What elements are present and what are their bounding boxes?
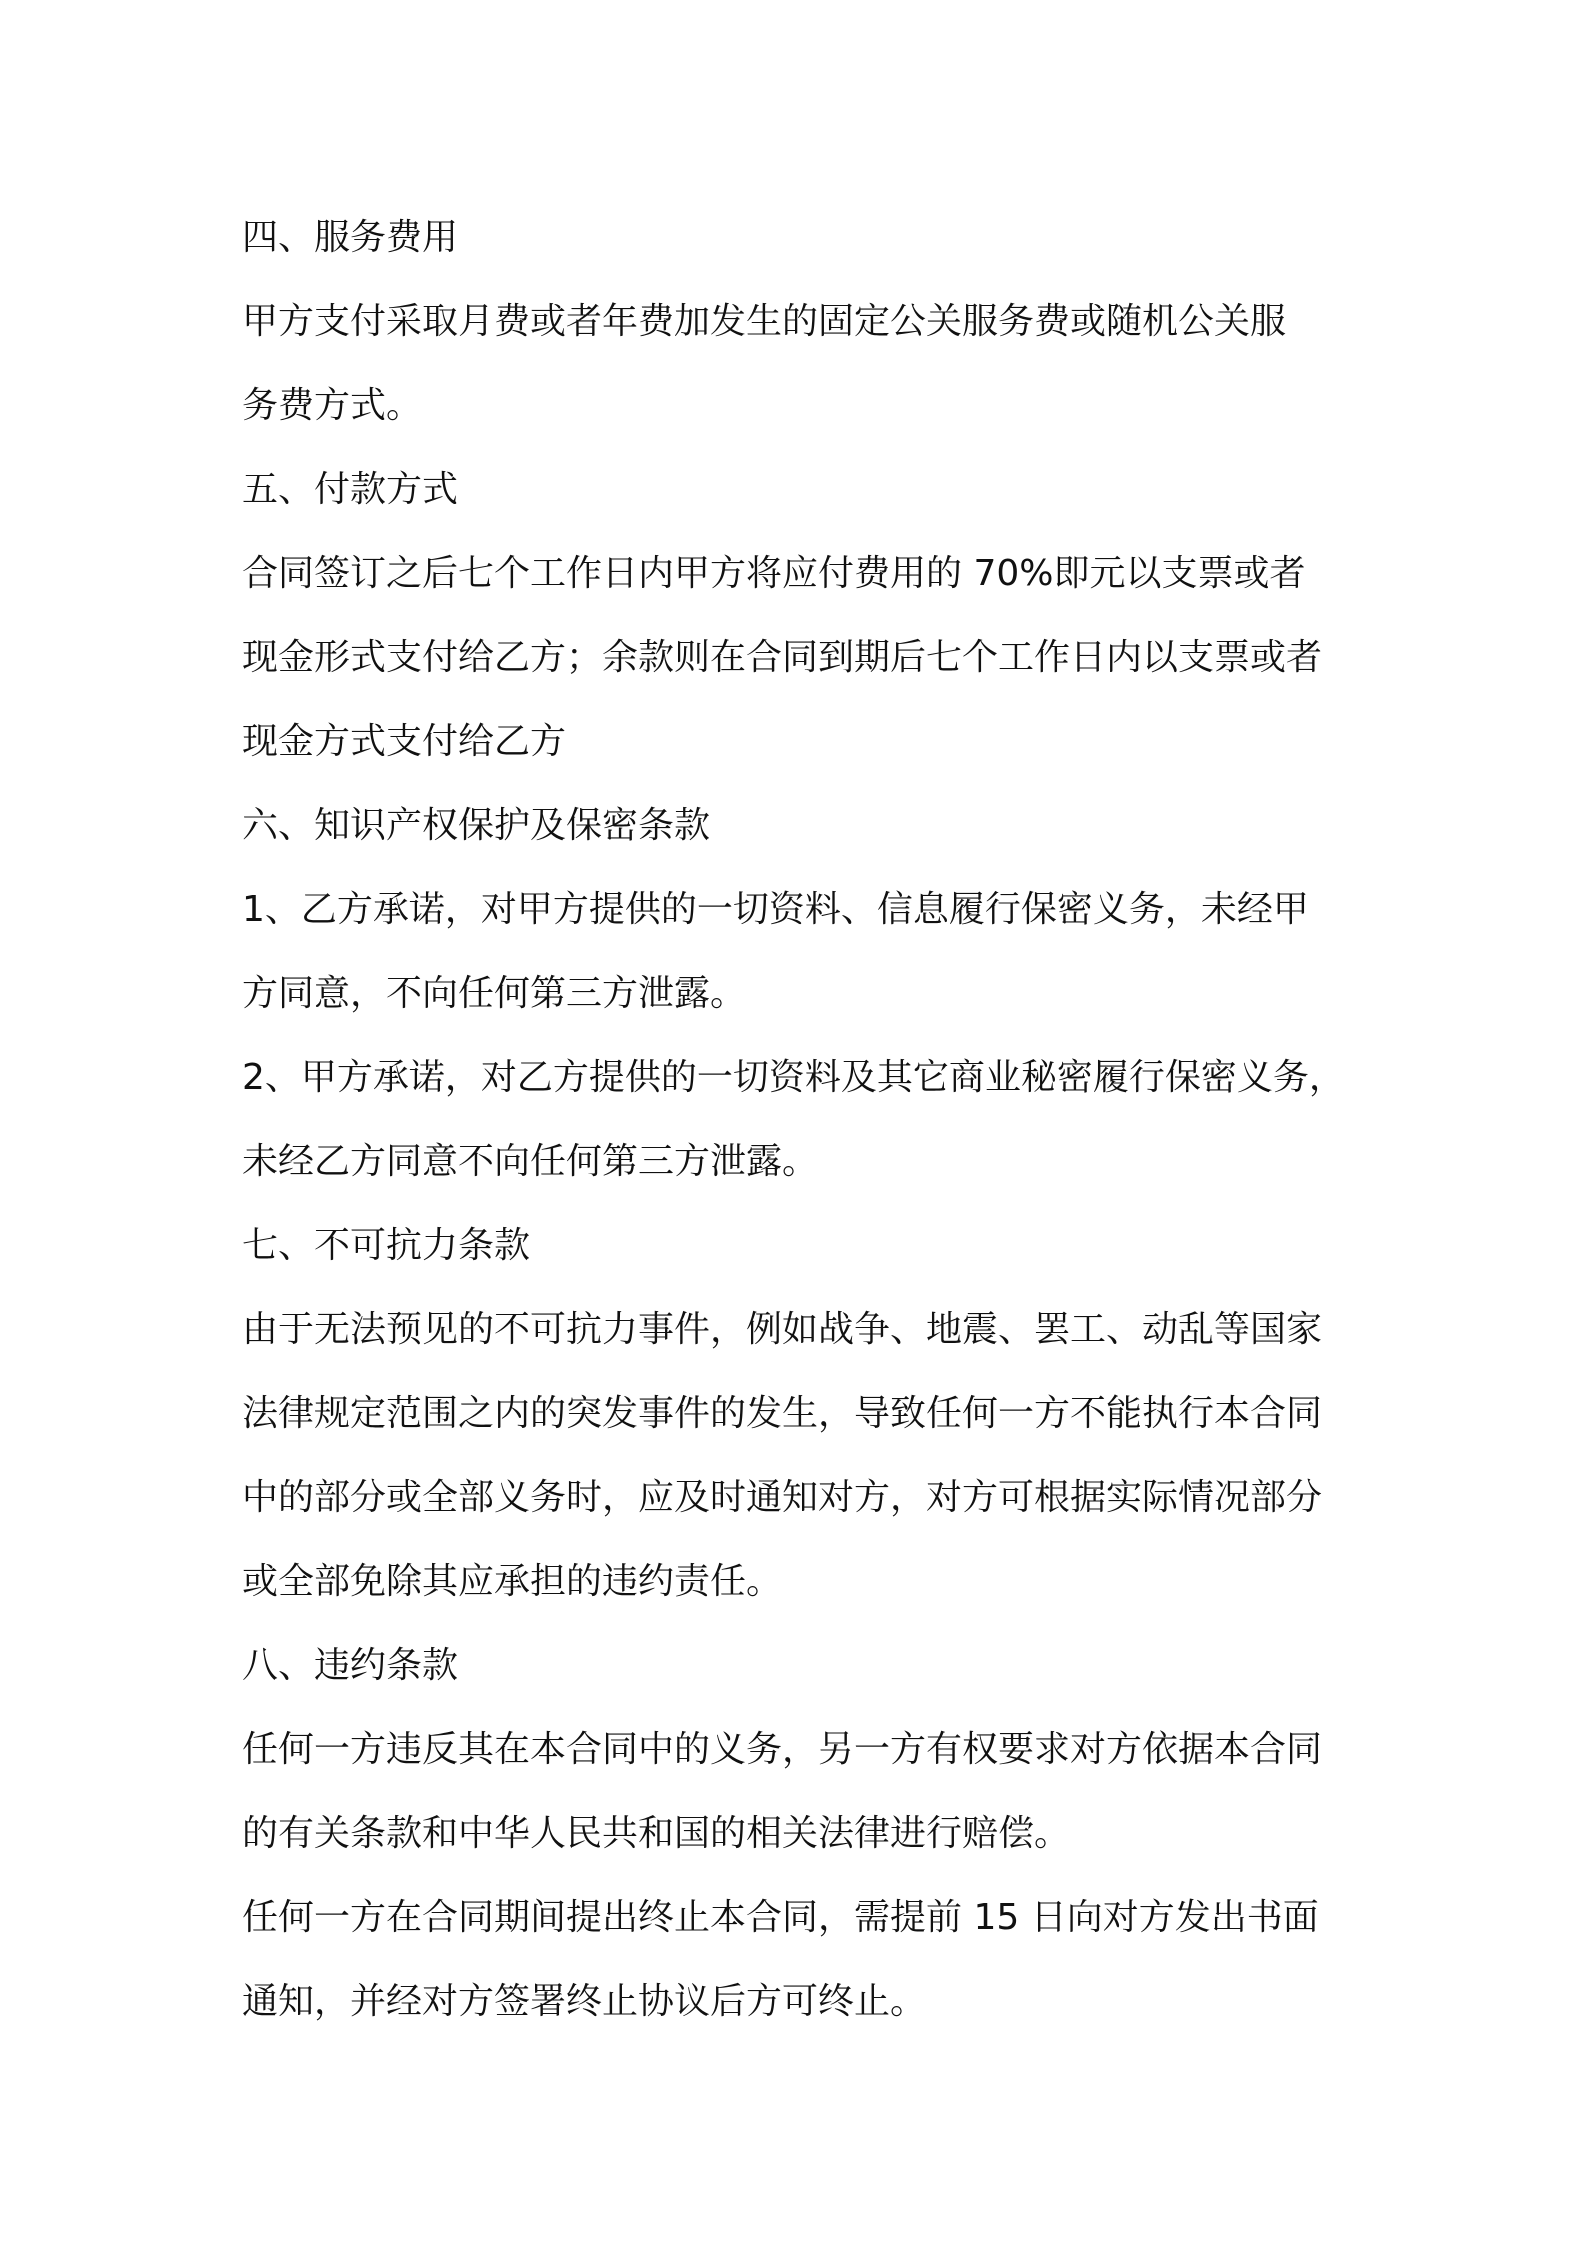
paragraph-line: 方同意，不向任何第三方泄露。 bbox=[242, 973, 747, 1014]
paragraph-line: 通知，并经对方签署终止协议后方可终止。 bbox=[242, 1981, 927, 2022]
section-heading-breach: 八、违约条款 bbox=[242, 1645, 459, 1686]
paragraph-line: 任何一方在合同期间提出终止本合同，需提前 15 日向对方发出书面 bbox=[242, 1897, 1319, 1938]
section-heading-ip-confidentiality: 六、知识产权保护及保密条款 bbox=[242, 805, 711, 846]
paragraph-line: 现金方式支付给乙方 bbox=[242, 721, 567, 762]
section-heading-payment: 五、付款方式 bbox=[242, 469, 459, 510]
document-body bbox=[242, 196, 1392, 2044]
paragraph-line: 合同签订之后七个工作日内甲方将应付费用的 70%即元以支票或者 bbox=[242, 553, 1306, 594]
paragraph-line: 任何一方违反其在本合同中的义务，另一方有权要求对方依据本合同 bbox=[242, 1729, 1323, 1770]
section-heading-force-majeure: 七、不可抗力条款 bbox=[242, 1225, 531, 1266]
paragraph-line: 的有关条款和中华人民共和国的相关法律进行赔偿。 bbox=[242, 1813, 1071, 1854]
paragraph-line: 现金形式支付给乙方；余款则在合同到期后七个工作日内以支票或者 bbox=[242, 637, 1323, 678]
paragraph-line: 中的部分或全部义务时，应及时通知对方，对方可根据实际情况部分 bbox=[242, 1477, 1323, 1518]
paragraph-line: 或全部免除其应承担的违约责任。 bbox=[242, 1561, 783, 1602]
paragraph-line: 务费方式。 bbox=[242, 385, 423, 426]
paragraph-line: 2、甲方承诺，对乙方提供的一切资料及其它商业秘密履行保密义务， bbox=[242, 1057, 1345, 1098]
paragraph-line: 由于无法预见的不可抗力事件，例如战争、地震、罢工、动乱等国家 bbox=[242, 1309, 1323, 1350]
section-heading-service-fee: 四、服务费用 bbox=[242, 217, 459, 258]
paragraph-line: 未经乙方同意不向任何第三方泄露。 bbox=[242, 1141, 819, 1182]
paragraph-line: 甲方支付采取月费或者年费加发生的固定公关服务费或随机公关服 bbox=[242, 301, 1287, 342]
paragraph-line: 1、乙方承诺，对甲方提供的一切资料、信息履行保密义务，未经甲 bbox=[242, 889, 1309, 930]
paragraph-line: 法律规定范围之内的突发事件的发生，导致任何一方不能执行本合同 bbox=[242, 1393, 1323, 1434]
